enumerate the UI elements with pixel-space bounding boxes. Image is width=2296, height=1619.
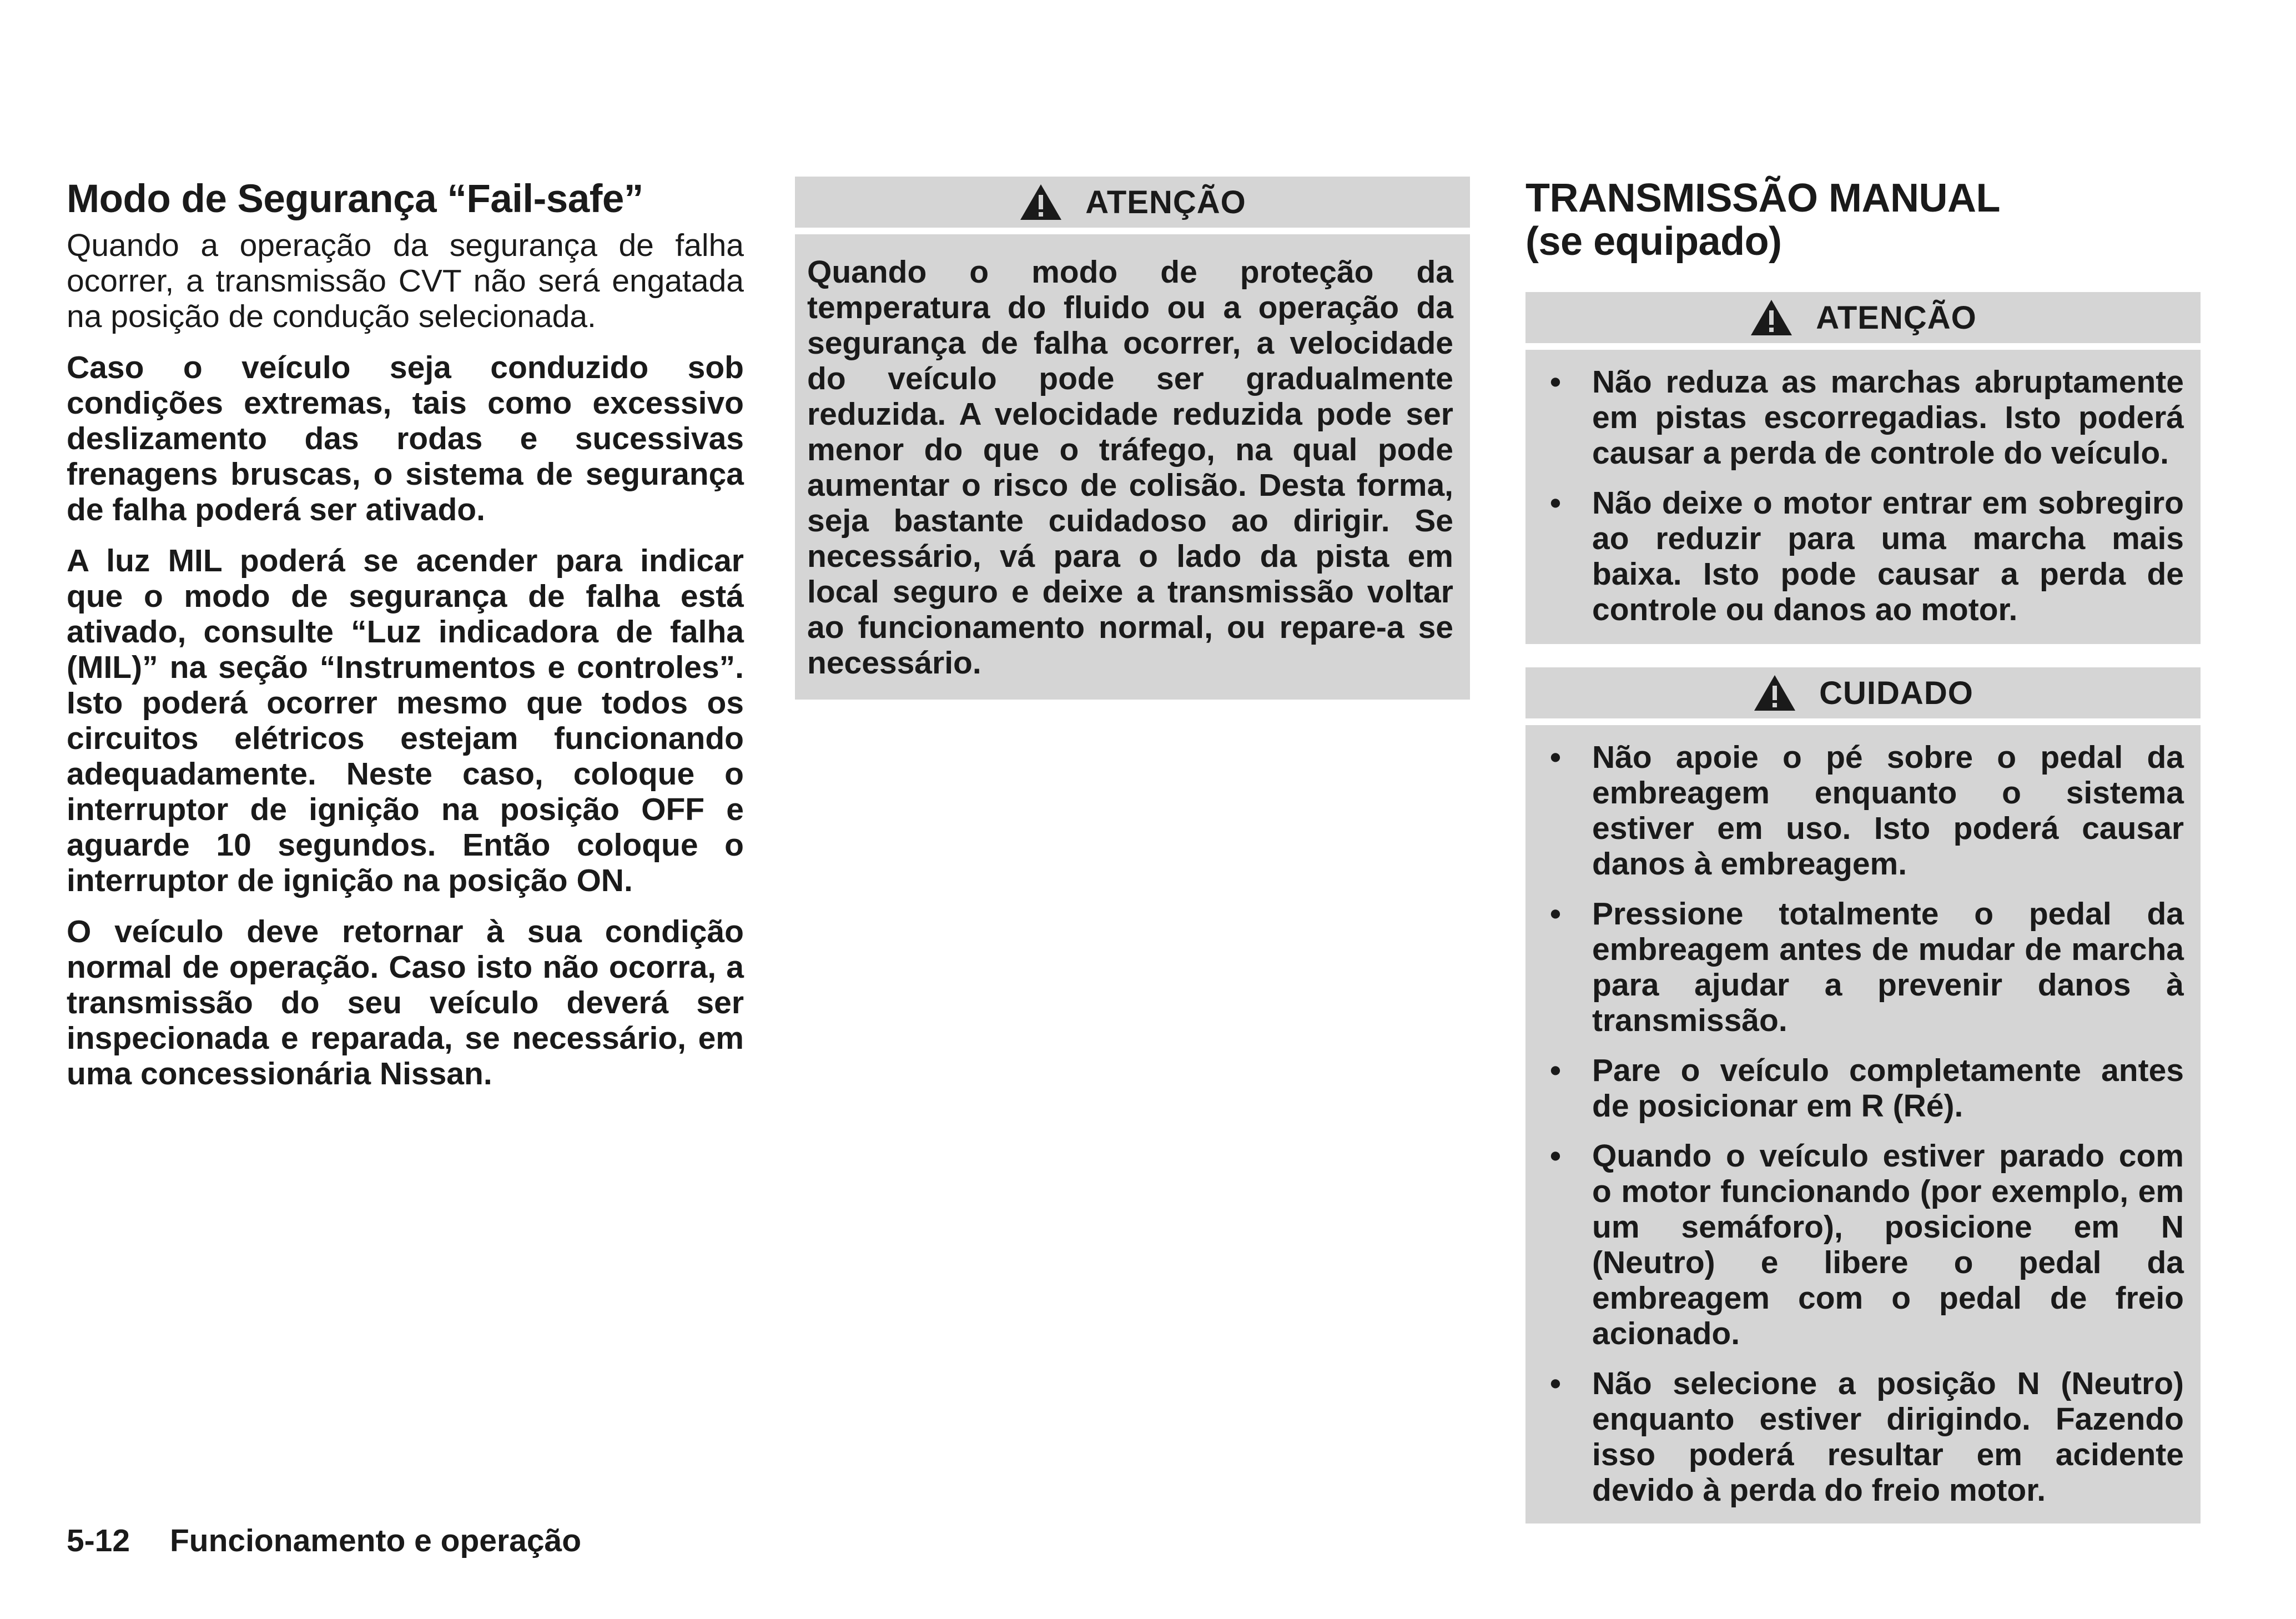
bullet-icon: •	[1550, 1138, 1561, 1174]
title-line-1: TRANSMISSÃO MANUAL	[1525, 176, 2000, 220]
page-footer	[67, 1522, 581, 1559]
warning-triangle-icon	[1019, 183, 1063, 222]
warning-title: ATENÇÃO	[1085, 184, 1246, 220]
warning-list	[1538, 364, 2184, 627]
paragraph-intro: Quando a operação da segurança de falha ocorrer, a transmissão CVT não será engatada na posição de condução selecionada.	[67, 228, 744, 334]
warning-body	[1525, 350, 2201, 644]
left-column	[67, 177, 744, 1107]
bullet-icon: •	[1550, 364, 1561, 400]
caution-title: CUIDADO	[1819, 675, 1973, 711]
caution-header	[1525, 667, 2201, 718]
bullet-icon: •	[1550, 1053, 1561, 1088]
bullet-icon: •	[1550, 485, 1561, 521]
list-item: • Não selecione a posição N (Neutro) enquanto estiver dirigindo. Fazendo isso poderá resultar em acidente devido à perda do freio motor.	[1550, 1366, 2184, 1508]
paragraph-mil-light: A luz MIL poderá se acender para indicar que o modo de segurança de falha está ativado, consulte “Luz indicadora de falha (MIL)” na seção “Instrumentos e controles”. Isto poderá ocorrer mesmo que todos os circuitos elétricos estejam funcionando adequadamente. Neste caso, coloque o interruptor de ignição na posição OFF e aguarde 10 segundos. Então coloque o interruptor de ignição na posição ON.	[67, 543, 744, 898]
warning-title: ATENÇÃO	[1816, 299, 1977, 336]
warning-triangle-icon	[1749, 298, 1794, 337]
list-item: • Não reduza as marchas abruptamente em pistas escorregadias. Isto poderá causar a perda de controle do veículo.	[1550, 364, 2184, 471]
bullet-icon: •	[1550, 1366, 1561, 1401]
warning-header	[1525, 292, 2201, 343]
warning-header	[795, 177, 1470, 228]
warning-text: Quando o modo de proteção da temperatura do fluido ou a operação da segurança de falha ocorrer, a velocidade do veículo pode ser gradualmente reduzida. A velocidade reduzida pode ser menor do que o tráfego, na qual pode aumentar o risco de colisão. Desta forma, seja bastante cuidadoso ao dirigir. Se necessário, vá para o lado da pista em local seguro e deixe a transmissão voltar ao funcionamento normal, ou repare-a se necessário.	[807, 254, 1453, 681]
footer-section-title: Funcionamento e operação	[169, 1523, 582, 1558]
bullet-icon: •	[1550, 740, 1561, 775]
caution-body	[1525, 725, 2201, 1524]
list-item: • Não apoie o pé sobre o pedal da embreagem enquanto o sistema estiver em uso. Isto poderá causar danos à embreagem.	[1550, 740, 2184, 882]
list-item: • Pressione totalmente o pedal da embreagem antes de mudar de marcha para ajudar a prevenir danos à transmissão.	[1550, 896, 2184, 1038]
warning-triangle-icon	[1753, 673, 1797, 712]
list-item: • Não deixe o motor entrar em sobregiro ao reduzir para uma marcha mais baixa. Isto pode causar a perda de controle ou danos ao motor.	[1550, 485, 2184, 627]
title-line-2: (se equipado)	[1525, 219, 1782, 264]
right-column	[1525, 177, 2201, 1524]
section-title-manual-transmission	[1525, 177, 2201, 263]
middle-column	[795, 177, 1470, 700]
caution-list	[1538, 740, 2184, 1508]
list-item: • Pare o veículo completamente antes de posicionar em R (Ré).	[1550, 1053, 2184, 1124]
paragraph-extreme-conditions: Caso o veículo seja conduzido sob condições extremas, tais como excessivo deslizamento das rodas e sucessivas frenagens bruscas, o sistema de segurança de falha poderá ser ativado.	[67, 350, 744, 527]
paragraph-normal-condition: O veículo deve retornar à sua condição normal de operação. Caso isto não ocorra, a transmissão do seu veículo deverá ser inspecionada e reparada, se necessário, em uma concessionária Nissan.	[67, 914, 744, 1092]
bullet-icon: •	[1550, 896, 1561, 932]
section-title-fail-safe: Modo de Segurança “Fail-safe”	[67, 177, 643, 221]
page-number: 5-12	[67, 1523, 130, 1558]
warning-body	[795, 234, 1470, 700]
list-item: • Quando o veículo estiver parado com o motor funcionando (por exemplo, em um semáforo), posicione em N (Neutro) e libere o pedal da embreagem com o pedal de freio acionado.	[1550, 1138, 2184, 1351]
